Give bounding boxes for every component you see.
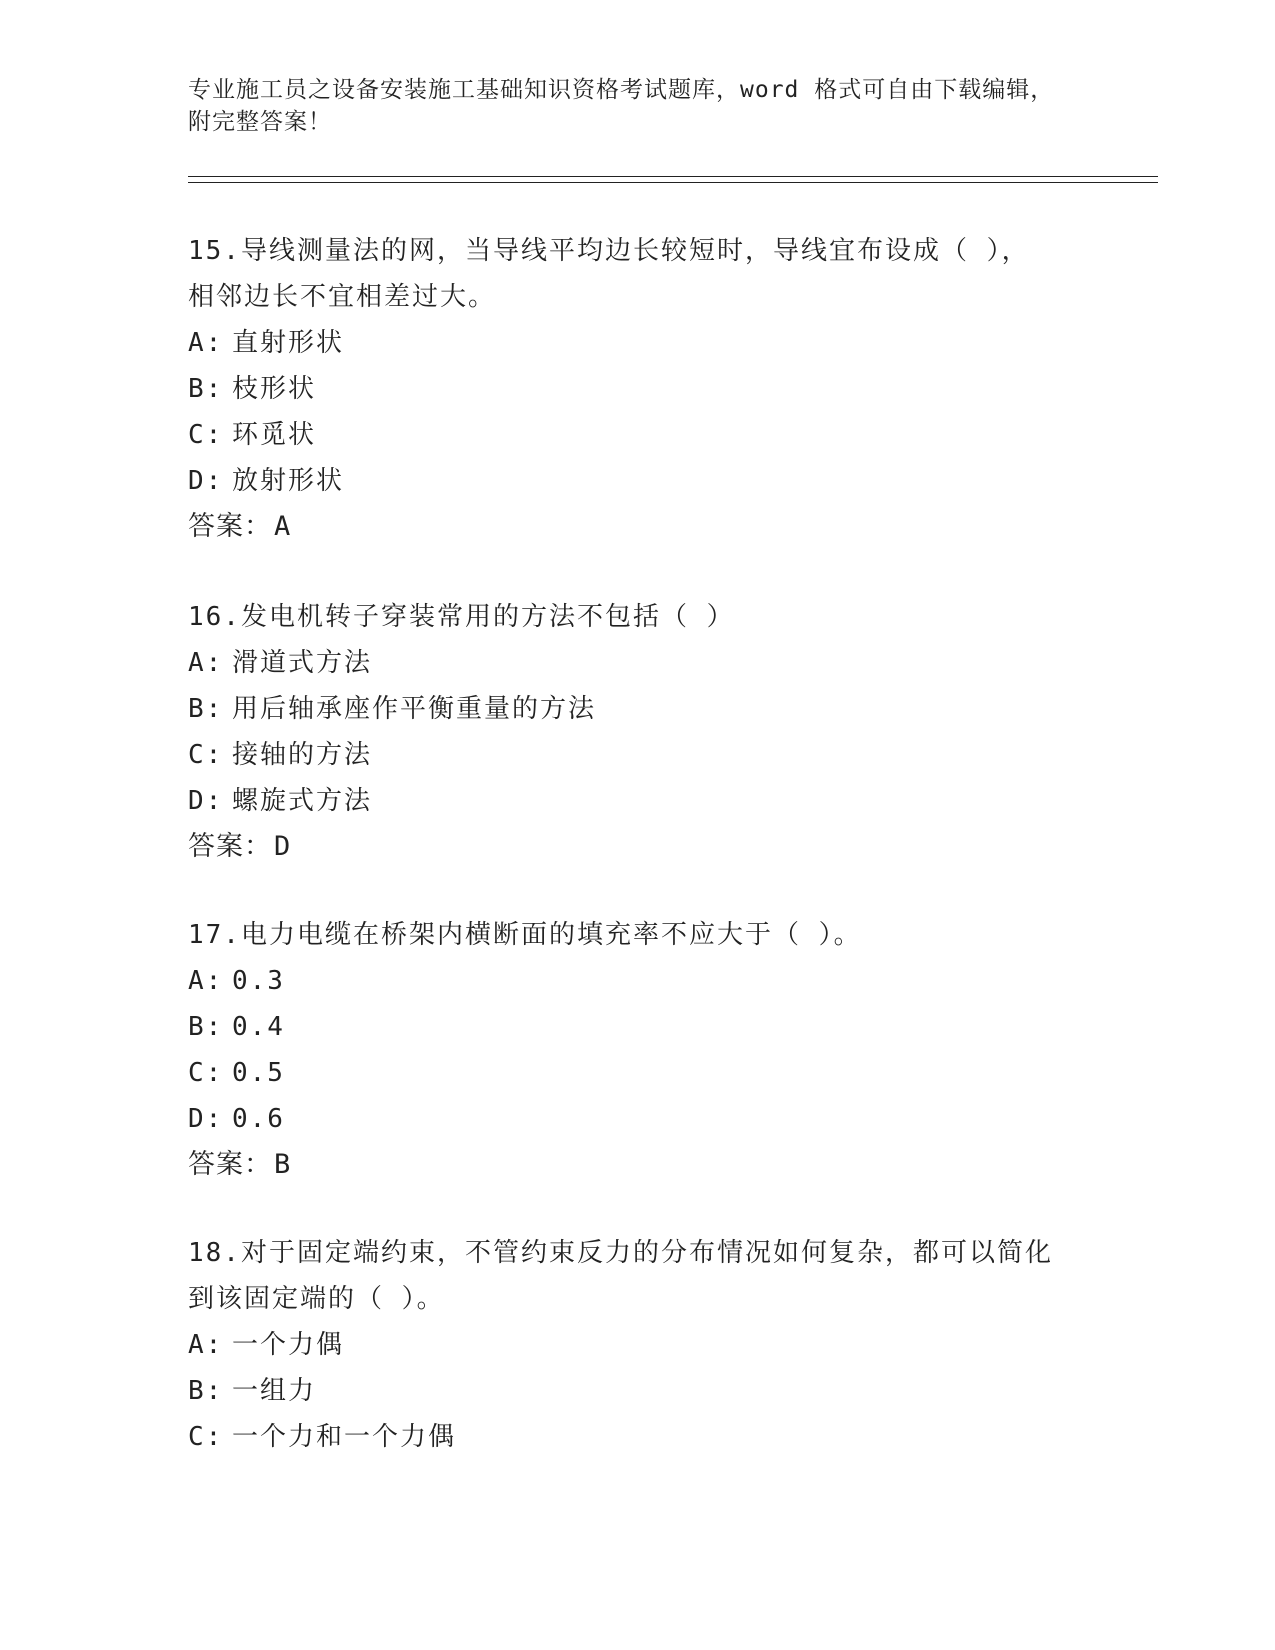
question-stem: 16.发电机转子穿装常用的方法不包括（ ） — [188, 602, 735, 632]
question-17 — [188, 912, 1088, 1188]
option-text: 一个力和一个力偶 — [232, 1422, 457, 1452]
answer-value: A — [274, 511, 292, 542]
question-18 — [188, 1230, 1088, 1460]
answer-value: D — [274, 831, 292, 862]
answer-label: 答案： — [188, 511, 272, 542]
option-a — [188, 640, 1088, 686]
option-label: C: — [188, 1058, 224, 1088]
header-line-2: 附完整答案！ — [188, 109, 332, 135]
option-label: B: — [188, 694, 224, 724]
question-stem: 15.导线测量法的网，当导线平均边长较短时，导线宜布设成（ ）， — [188, 236, 1030, 266]
header-divider-bottom — [188, 182, 1158, 183]
option-label: C: — [188, 1422, 224, 1452]
question-stem-continued: 到该固定端的（ ）。 — [188, 1284, 445, 1314]
option-a — [188, 1322, 1088, 1368]
question-stem: 18.对于固定端约束，不管约束反力的分布情况如何复杂，都可以简化 — [188, 1238, 1053, 1268]
option-c — [188, 1414, 1088, 1460]
option-label: D: — [188, 786, 224, 816]
option-text: 螺旋式方法 — [232, 786, 373, 816]
question-15 — [188, 228, 1088, 550]
option-text: 一个力偶 — [232, 1330, 345, 1360]
header-line-1: 专业施工员之设备安装施工基础知识资格考试题库，word 格式可自由下载编辑， — [188, 77, 1055, 103]
option-label: A: — [188, 966, 224, 996]
option-label: A: — [188, 1330, 224, 1360]
option-text: 用后轴承座作平衡重量的方法 — [232, 694, 597, 724]
question-stem-continued: 相邻边长不宜相差过大。 — [188, 282, 497, 312]
option-text: 一组力 — [232, 1376, 317, 1406]
option-text: 0.5 — [232, 1058, 285, 1088]
option-text: 枝形状 — [232, 374, 317, 404]
option-d — [188, 1096, 1088, 1142]
option-b — [188, 1368, 1088, 1414]
question-16 — [188, 594, 1088, 870]
option-text: 0.3 — [232, 966, 285, 996]
option-text: 放射形状 — [232, 466, 345, 496]
option-text: 直射形状 — [232, 328, 345, 358]
option-a — [188, 320, 1088, 366]
option-text: 滑道式方法 — [232, 648, 373, 678]
option-label: C: — [188, 420, 224, 450]
option-text: 接轴的方法 — [232, 740, 373, 770]
option-c — [188, 732, 1088, 778]
option-text: 环觅状 — [232, 420, 317, 450]
option-a — [188, 958, 1088, 1004]
answer — [188, 504, 1088, 550]
option-text: 0.4 — [232, 1012, 285, 1042]
answer — [188, 1142, 1088, 1188]
header-divider-top — [188, 176, 1158, 177]
option-label: B: — [188, 1012, 224, 1042]
option-label: A: — [188, 328, 224, 358]
option-c — [188, 412, 1088, 458]
option-d — [188, 778, 1088, 824]
option-label: C: — [188, 740, 224, 770]
answer-value: B — [274, 1149, 292, 1180]
option-b — [188, 366, 1088, 412]
option-b — [188, 686, 1088, 732]
option-text: 0.6 — [232, 1104, 285, 1134]
answer-label: 答案： — [188, 1149, 272, 1180]
option-label: D: — [188, 1104, 224, 1134]
option-b — [188, 1004, 1088, 1050]
question-stem: 17.电力电缆在桥架内横断面的填充率不应大于（ ）。 — [188, 920, 862, 950]
option-label: B: — [188, 374, 224, 404]
option-label: A: — [188, 648, 224, 678]
answer — [188, 824, 1088, 870]
option-c — [188, 1050, 1088, 1096]
document-header — [188, 74, 1088, 138]
answer-label: 答案： — [188, 831, 272, 862]
option-d — [188, 458, 1088, 504]
option-label: B: — [188, 1376, 224, 1406]
option-label: D: — [188, 466, 224, 496]
